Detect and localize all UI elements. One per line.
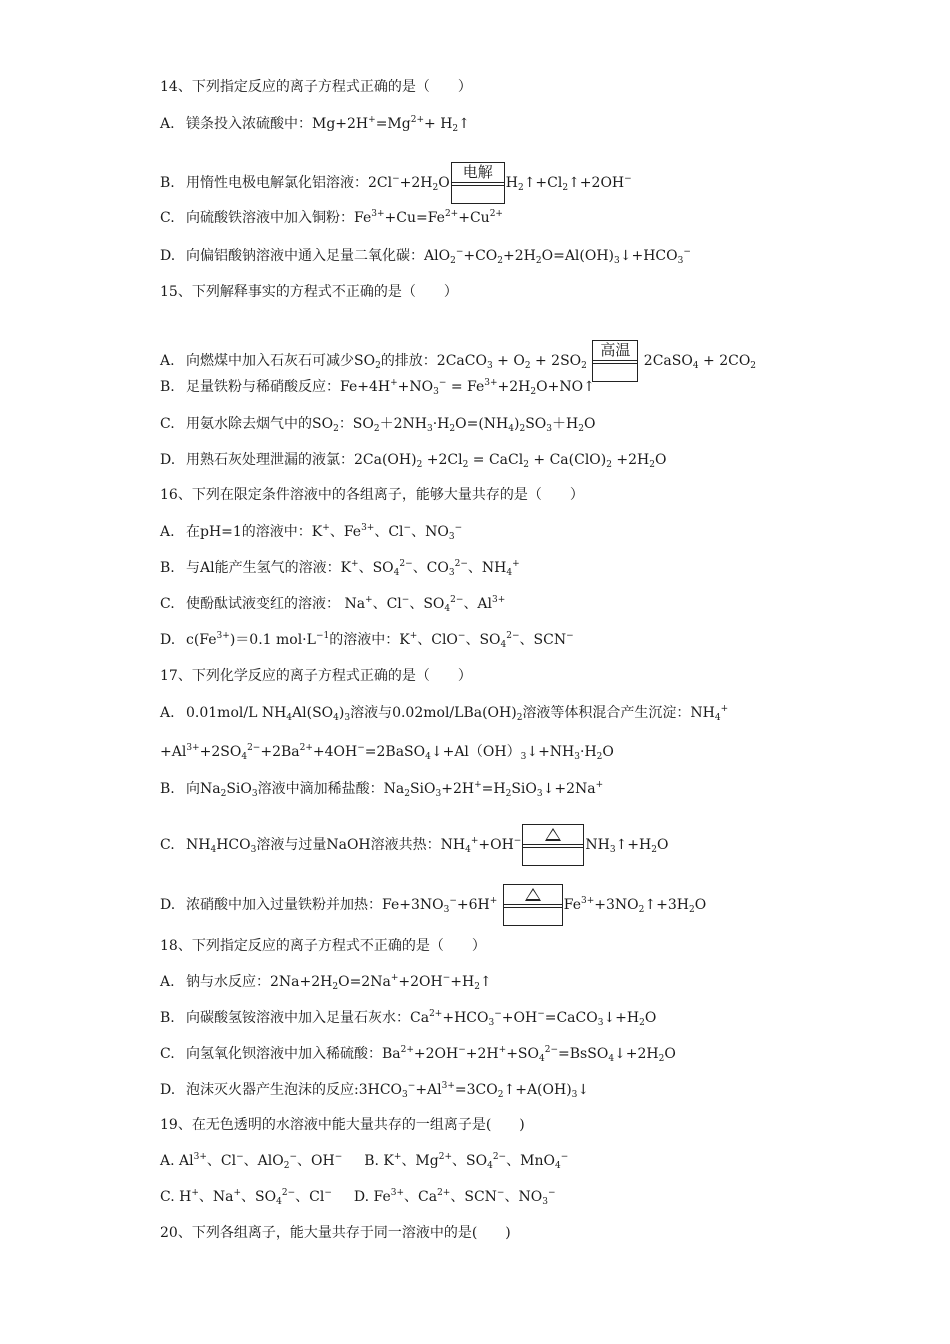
q16-option-c: C. 使酚酞试液变红的溶液： Na+、Cl−、$SO_4^{2-}$、$Al^{3+}$ [160,595,506,614]
triangle-icon [545,828,561,841]
q16-option-d: D. $c(Fe^{3+})=0.1$ $mol\cdot L^{-1}$的溶液中：K+、ClO−、$SO_4^{2-}$、SCN− [160,631,574,650]
q16-option-b: B. 与Al能产生氢气的溶液：K+、$SO_4^{2-}$、$CO_3^{2-}$、$NH_4^+$ [160,559,520,578]
question-16-stem: 16、下列在限定条件溶液中的各组离子，能够大量共存的是（ ） [160,487,584,503]
high-temperature-condition: 高温 [592,340,638,382]
electrolysis-condition: 电解 [451,162,505,204]
q19-options-cd: C. H+、Na+、$SO_4^{2-}$、Cl− D. $Fe^{3+}$、$Ca^{2+}$、SCN−、$NO_3^-$ [160,1188,556,1207]
question-15-stem: 15、下列解释事实的方程式不正确的是（ ） [160,284,458,300]
q17-option-a: A. 0.01mol/L $NH_4Al(SO_4)_3$溶液与$0.02mol/LBa(OH)_2$溶液等体积混合产生沉淀：$NH_4^+$ [160,704,729,723]
q17-option-d: D. 浓硝酸中加入过量铁粉并加热：$Fe+3NO_3^-+6H^+$ $Fe^{3+}+3NO_2↑+3H_2O$ [160,884,706,904]
q17-option-b: B. 向$Na_2SiO_3$溶液中滴加稀盐酸：$Na_2SiO_3+2H^+=H_2SiO_3↓+2Na^+$ [160,780,604,799]
q15-option-b: B. 足量铁粉与稀硝酸反应：$Fe+4H^++NO_3^-$ = $Fe^{3+}+2H_2O+NO↑$ [160,378,595,397]
triangle-icon [525,888,541,901]
question-17-stem: 17、下列化学反应的离子方程式正确的是（ ） [160,668,472,684]
question-18-stem: 18、下列指定反应的离子方程式不正确的是（ ） [160,938,486,954]
q15-option-a: A. 向燃煤中加入石灰石可减少$SO_2$的排放：2CaCO$_3$ + $O_2 + 2SO_2$ 高温 2CaSO$_4$ + $2CO_2$ [160,340,756,360]
q19-options-ab: A. $Al^{3+}$、Cl−、AlO$_2$−、OH− B. K+、$Mg^{2+}$、$SO_4^{2-}$、MnO$_4$− [160,1152,569,1171]
q18-option-c: C. 向氢氧化钡溶液中加入稀硫酸：$Ba^{2+}+2OH^-+2H^++SO_4^{2-}=BsSO_4↓+2H_2O$ [160,1045,676,1064]
q16-option-a: A. 在pH=1的溶液中：K+、$Fe^{3+}$、Cl−、$NO_3^-$ [160,523,463,542]
question-20-stem: 20、下列各组离子，能大量共存于同一溶液中的是( ) [160,1225,511,1241]
q14-option-d: D. 向偏铝酸钠溶液中通入足量二氧化碳：$AlO_2^-+CO_2+2H_2O=Al(OH)_3↓+HCO_3^-$ [160,247,691,266]
q14-option-c: C. 向硫酸铁溶液中加入铜粉：$Fe^{3+}+Cu=Fe^{2+}+Cu^{2+}$ [160,209,503,226]
question-14-stem: 14、下列指定反应的离子方程式正确的是（ ） [160,79,472,95]
q18-option-a: A. 钠与水反应：$2Na+2H_2O=2Na^++2OH^-+H_2↑$ [160,973,492,992]
heating-condition [503,884,563,926]
q17-option-a-continued: $+Al^{3+}+2SO_4^{2-}+2Ba^{2+}+4OH^-=2BaSO_4↓+Al(OH)_3↓+NH_3\cdot H_2O$ [160,743,614,762]
heating-condition [522,824,584,866]
q17-option-c: C. $NH_4HCO_3$溶液与过量NaOH溶液共热：$NH_4^++OH^-$ $NH_3↑+H_2O$ [160,824,668,844]
q15-option-d: D. 用熟石灰处理泄漏的液氯：$2Ca(OH)_2 +2Cl_2$ = CaCl$_2$ + $Ca(ClO)_2 +2H_2O$ [160,452,667,470]
q14-option-b: B. 用惰性电极电解氯化铝溶液：$2Cl^-+2H_2O$ 电解 $H_2↑+Cl_2↑+2OH^-$ [160,162,632,182]
q18-option-d: D. 泡沫灭火器产生泡沫的反应$:3HCO_3^-+Al^{3+}=3CO_2↑+A(OH)_3↓$ [160,1081,590,1100]
q14-option-a: A. 镁条投入浓硫酸中：$Mg+2H^+=Mg^{2+}+$ $H_2↑$ [160,115,470,134]
q18-option-b: B. 向碳酸氢铵溶液中加入足量石灰水：$Ca^{2+}+HCO_3^-+OH^-=CaCO_3↓+H_2O$ [160,1009,657,1028]
q15-option-c: C. 用氨水除去烟气中的$SO_2$：$SO_2+2NH_3\cdot H_2O=(NH_4)_2SO_3+H_2O$ [160,416,596,434]
question-19-stem: 19、在无色透明的水溶液中能大量共存的一组离子是( ) [160,1117,525,1133]
